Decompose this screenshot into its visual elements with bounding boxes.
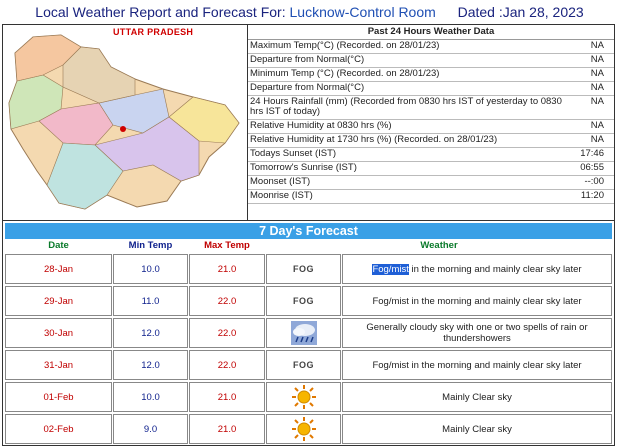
station-name: Lucknow-Control Room [289,4,436,20]
forecast-description [342,254,612,284]
forecast-icon-cell [266,382,341,412]
forecast-min-temp: 12.0 [113,318,188,348]
past-24-label: Moonrise (IST) [250,190,313,201]
forecast-row [5,254,612,284]
forecast-table [2,220,615,446]
past-24-value: 17:46 [580,148,604,159]
forecast-date: 30-Jan [5,318,112,348]
past-24-value: NA [590,120,604,131]
desc-text: Mainly Clear sky [442,423,512,435]
past-24-value: 11:20 [580,190,604,201]
selected-text[interactable]: Fog/mist [372,263,409,275]
state-map [3,25,248,220]
forecast-row [5,318,612,348]
header-date: Date [48,240,69,251]
past-24-row [248,162,614,176]
forecast-row [5,286,612,316]
desc-text: Fog/mist in the morning and mainly clear sky later [372,295,582,307]
past-24-title: Past 24 Hours Weather Data [248,25,614,40]
past-24-label: Departure from Normal(°C) [250,54,365,65]
forecast-icon-cell [266,254,341,284]
forecast-row [5,350,612,380]
past-24-row [248,82,614,96]
forecast-date: 29-Jan [5,286,112,316]
forecast-icon-cell [266,286,341,316]
desc-text: Mainly Clear sky [442,391,512,403]
past-24-label: Departure from Normal(°C) [250,82,365,93]
uttar-pradesh-map-image [3,25,247,220]
forecast-description [342,318,612,348]
header-min-temp: Min Temp [128,240,173,251]
fog-icon: FOG [293,295,314,306]
forecast-date: 31-Jan [5,350,112,380]
forecast-date: 02-Feb [5,414,112,444]
past-24-row [248,148,614,162]
forecast-icon-cell [266,350,341,380]
past-24-row [248,120,614,134]
forecast-icon-cell [266,318,341,348]
header-max-temp: Max Temp [204,240,250,251]
past-24-label: Moonset (IST) [250,176,311,187]
forecast-min-temp: 12.0 [113,350,188,380]
desc-rest: in the morning and mainly clear sky later [408,263,582,275]
past-24-value: NA [590,82,604,93]
past-24-value: NA [590,54,604,65]
forecast-max-temp: 22.0 [189,350,265,380]
header-label: Local Weather Report and Forecast For: [35,4,286,20]
fog-icon: FOG [293,359,314,370]
forecast-description [342,382,612,412]
desc-text: Fog/mist in the morning and mainly clear sky later [372,359,582,371]
sun-icon [291,416,317,442]
past-24-row [248,176,614,190]
past-24-row [248,40,614,54]
past-24-value: NA [590,134,604,145]
past-24-value: 06:55 [580,162,604,173]
top-panel [2,24,615,221]
past-24-value: --:00 [584,176,604,187]
forecast-max-temp: 21.0 [189,382,265,412]
rain-cloud-icon [290,320,318,346]
forecast-min-temp: 10.0 [113,254,188,284]
forecast-description [342,414,612,444]
forecast-date: 28-Jan [5,254,112,284]
page-header [0,0,619,24]
past-24-row [248,68,614,82]
forecast-description [342,350,612,380]
report-date: Dated :Jan 28, 2023 [457,4,584,20]
past-24-label: Minimum Temp (°C) (Recorded. on 28/01/23) [250,68,440,79]
past-24-label: Todays Sunset (IST) [250,148,337,159]
desc-text: Generally cloudy sky with one or two spells of rain or thundershowers [366,322,588,344]
past-24-row [248,96,614,120]
forecast-max-temp: 21.0 [189,254,265,284]
past-24-label: Relative Humidity at 0830 hrs (%) [250,120,392,131]
forecast-date: 01-Feb [5,382,112,412]
past-24-value: NA [590,40,604,51]
past-24-label: Tomorrow's Sunrise (IST) [250,162,357,173]
forecast-min-temp: 9.0 [113,414,188,444]
past-24-row [248,54,614,68]
forecast-icon-cell [266,414,341,444]
past-24-row [248,134,614,148]
fog-icon: FOG [293,263,314,274]
past-24-value: NA [590,68,604,79]
past-24-row [248,190,614,204]
forecast-max-temp: 22.0 [189,318,265,348]
past-24-value: NA [590,96,604,107]
forecast-max-temp: 22.0 [189,286,265,316]
forecast-description [342,286,612,316]
sun-icon [291,384,317,410]
forecast-row [5,414,612,444]
past-24-label: 24 Hours Rainfall (mm) (Recorded from 0830 hrs IST of yesterday to 0830 hrs IST of today) [250,96,562,117]
map-title: UTTAR PRADESH [113,27,194,37]
past-24-label: Maximum Temp(°C) (Recorded. on 28/01/23) [250,40,440,51]
past-24-label: Relative Humidity at 1730 hrs (%) (Recorded. on 28/01/23) [250,134,498,145]
forecast-min-temp: 11.0 [113,286,188,316]
past-24-hours-table [248,25,614,220]
forecast-title: 7 Day's Forecast [5,223,612,239]
forecast-row [5,382,612,412]
forecast-max-temp: 21.0 [189,414,265,444]
forecast-min-temp: 10.0 [113,382,188,412]
header-weather: Weather [420,240,458,251]
